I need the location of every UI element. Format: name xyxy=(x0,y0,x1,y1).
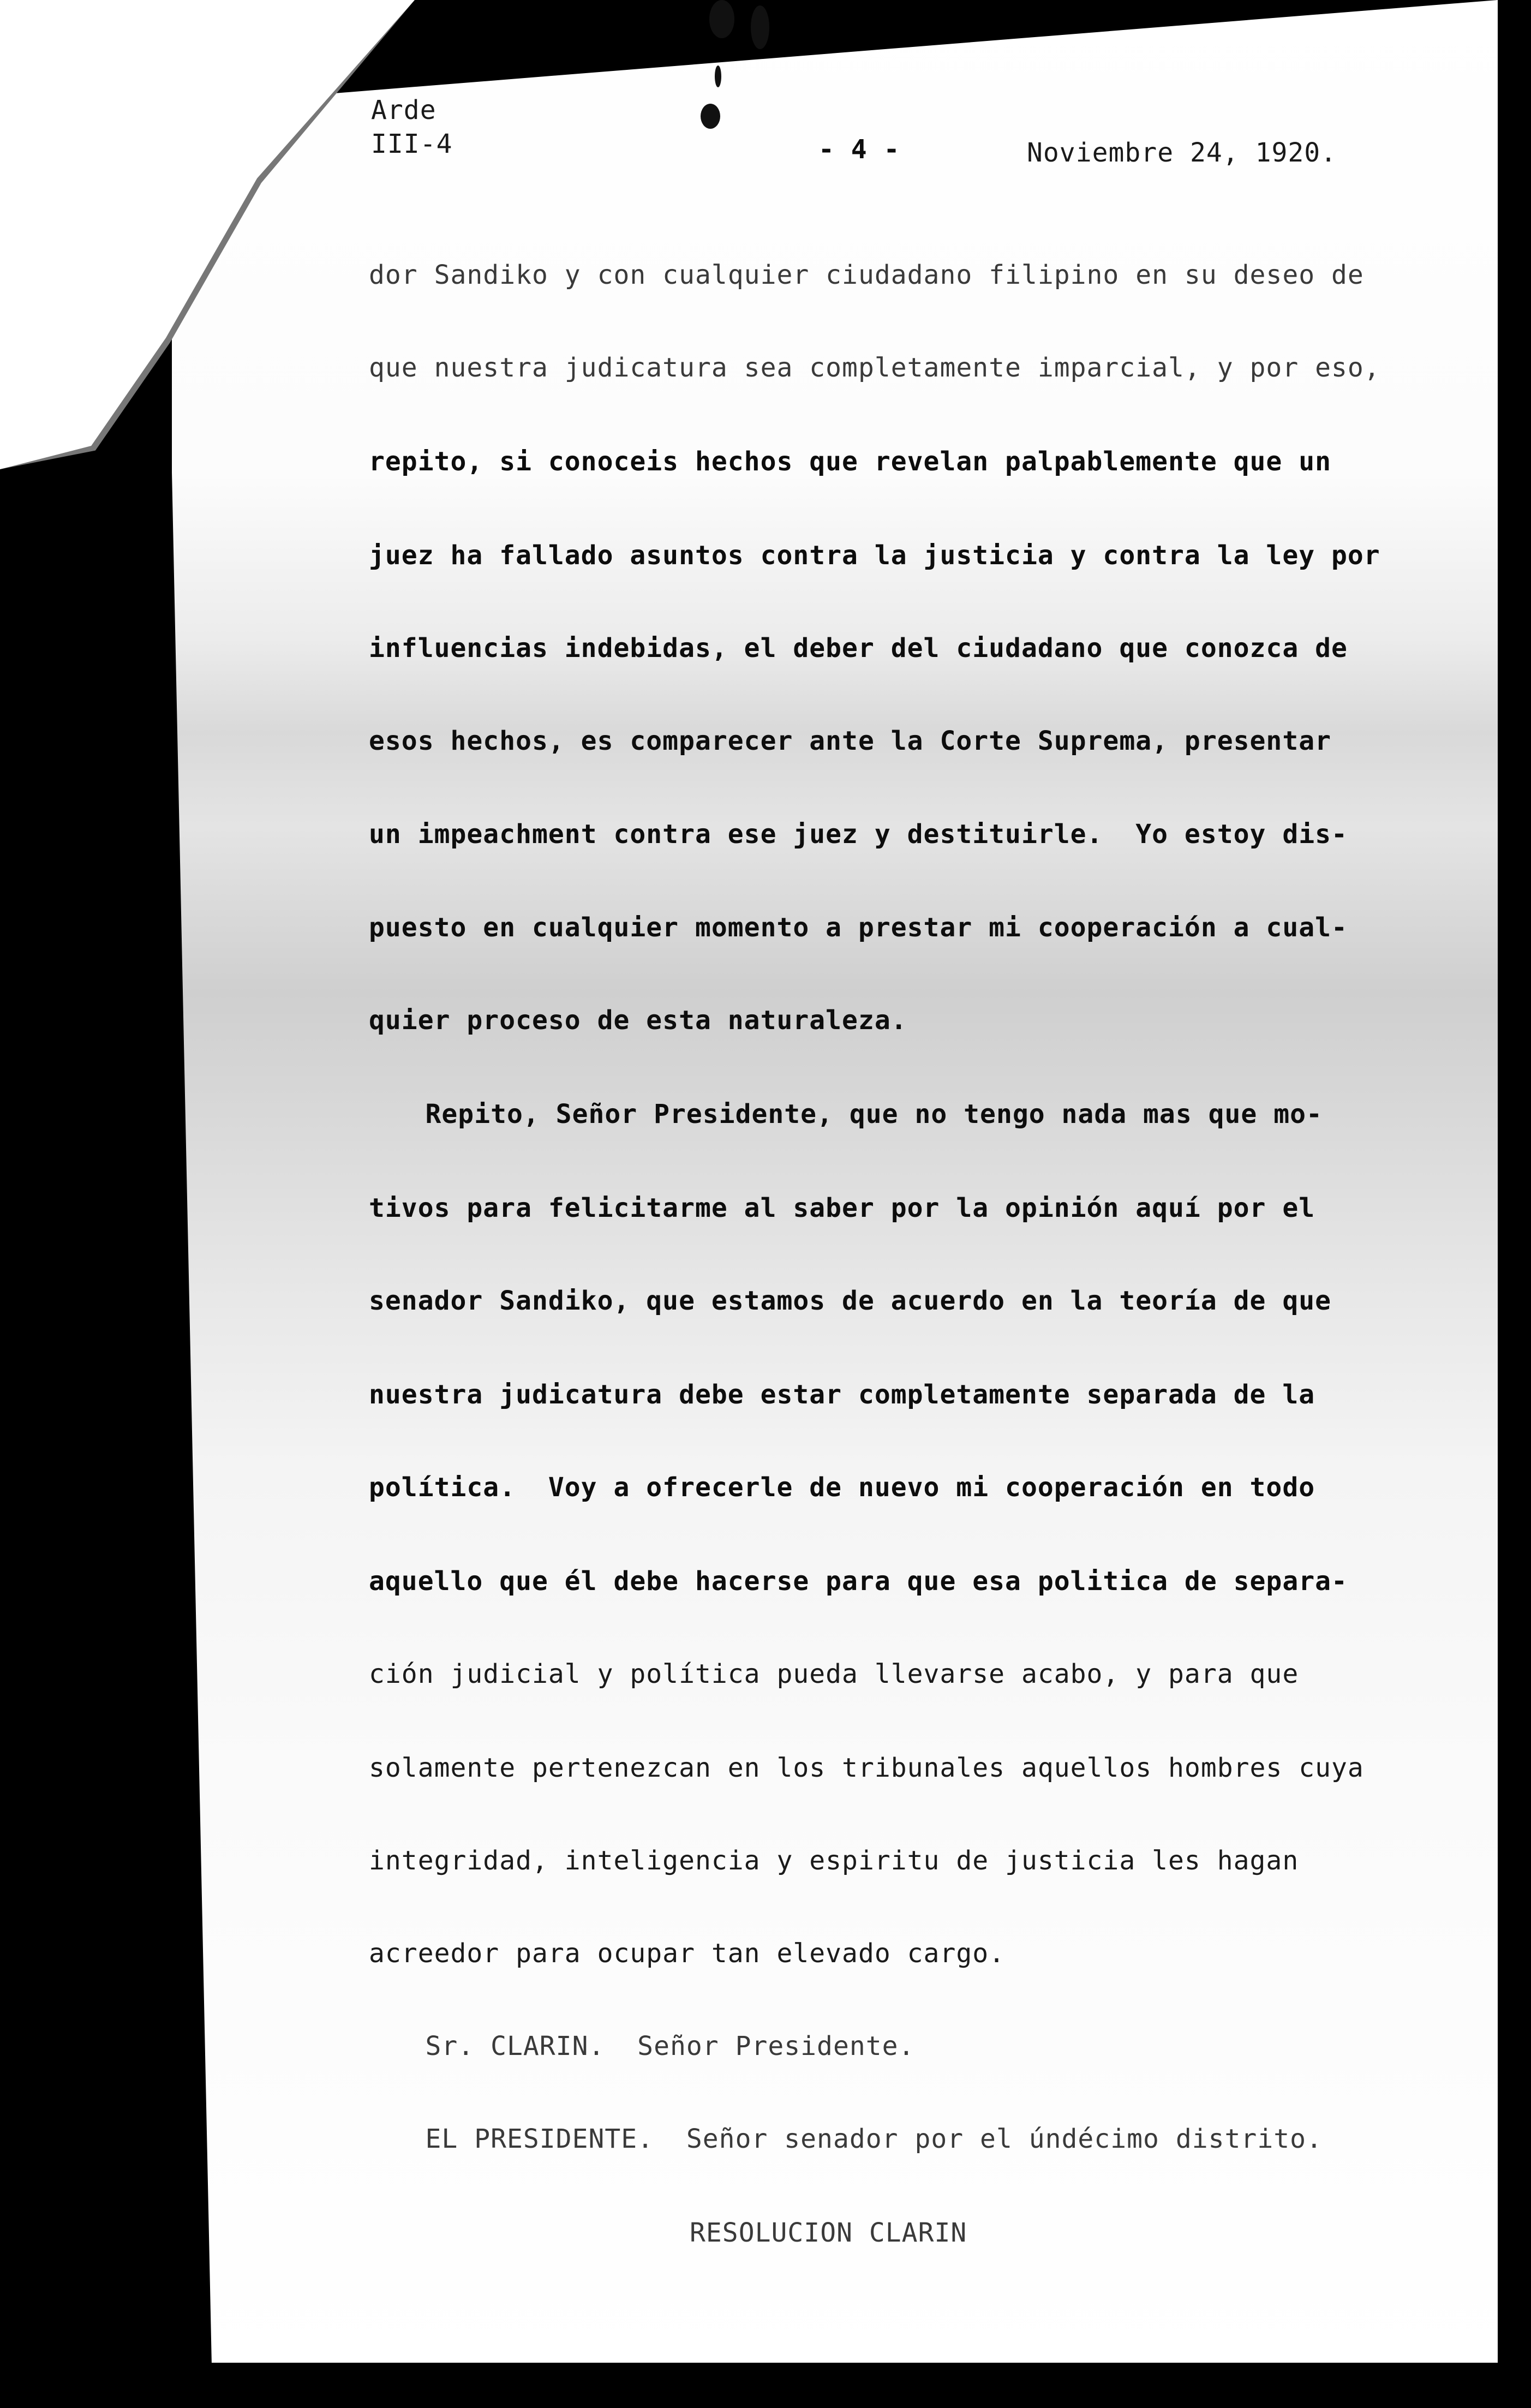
body-line: quier proceso de esta naturaleza. xyxy=(369,1005,907,1036)
ink-blot xyxy=(751,5,769,49)
document-code-section: III-4 xyxy=(371,129,453,159)
speaker-line: Sr. CLARIN. Señor Presidente. xyxy=(344,2031,915,2062)
body-line: nuestra judicatura debe estar completamente separada de la xyxy=(369,1379,1315,1410)
body-line: que nuestra judicatura sea completamente imparcial, y por eso, xyxy=(369,352,1380,383)
body-line: política. Voy a ofrecerle de nuevo mi cooperación en todo xyxy=(369,1472,1315,1503)
ink-blot xyxy=(709,0,734,38)
document-date: Noviembre 24, 1920. xyxy=(1027,138,1337,168)
body-line: acreedor para ocupar tan elevado cargo. xyxy=(369,1938,1006,1969)
body-line: juez ha fallado asuntos contra la justicia y contra la ley por xyxy=(369,540,1380,571)
body-line: repito, si conoceis hechos que revelan palpablemente que un xyxy=(369,446,1332,477)
body-line: influencias indebidas, el deber del ciudadano que conozca de xyxy=(369,633,1348,664)
body-line: aquello que él debe hacerse para que esa politica de separa- xyxy=(369,1566,1348,1597)
ink-blot xyxy=(701,104,720,129)
body-line: tivos para felicitarme al saber por la opinión aquí por el xyxy=(369,1193,1315,1223)
body-line: senador Sandiko, que estamos de acuerdo en la teoría de que xyxy=(369,1286,1332,1316)
body-line: ción judicial y política pueda llevarse acabo, y para que xyxy=(369,1659,1299,1689)
body-line: esos hechos, es comparecer ante la Corte Suprema, presentar xyxy=(369,726,1332,756)
body-line: un impeachment contra ese juez y destituirle. Yo estoy dis- xyxy=(369,819,1348,850)
document-code: Arde xyxy=(371,95,436,126)
speaker-line: EL PRESIDENTE. Señor senador por el úndécimo distrito. xyxy=(344,2124,1323,2154)
section-heading: RESOLUCION CLARIN xyxy=(690,2218,967,2248)
body-line: solamente pertenezcan en los tribunales aquellos hombres cuya xyxy=(369,1753,1364,1783)
body-line: Repito, Señor Presidente, que no tengo nada mas que mo- xyxy=(344,1099,1323,1130)
ink-blot xyxy=(715,65,721,87)
body-line: dor Sandiko y con cualquier ciudadano filipino en su deseo de xyxy=(369,260,1364,290)
page-number: - 4 - xyxy=(818,134,900,165)
body-line: integridad, inteligencia y espiritu de justicia les hagan xyxy=(369,1845,1299,1876)
body-line: puesto en cualquier momento a prestar mi cooperación a cual- xyxy=(369,912,1348,943)
